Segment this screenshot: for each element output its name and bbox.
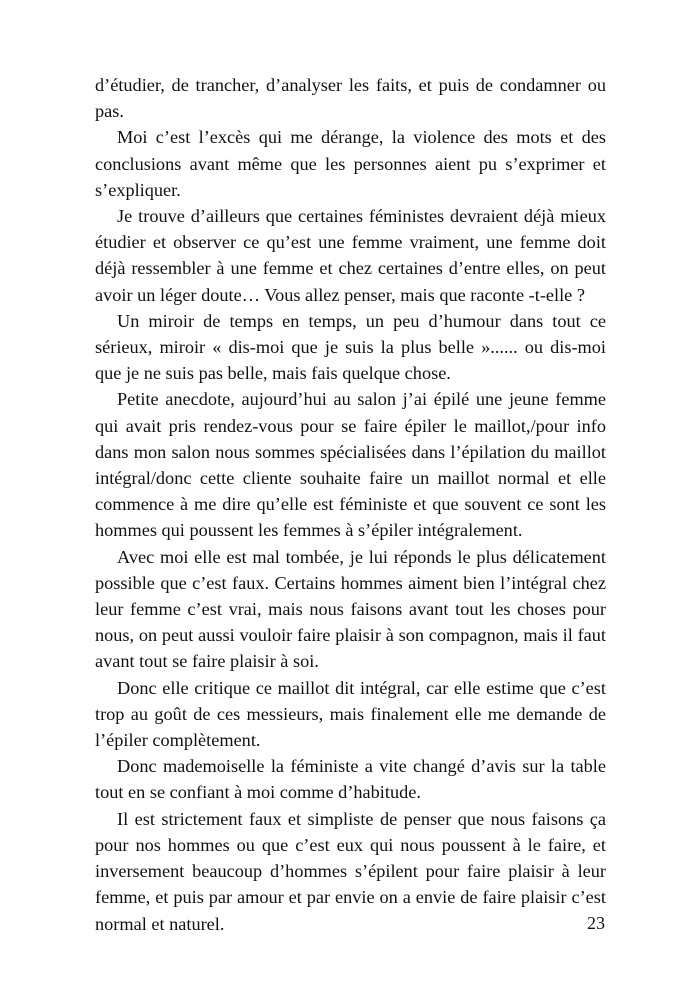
page-body xyxy=(95,72,606,937)
paragraph-1: d’étudier, de trancher, d’analyser les faits, et puis de condamner ou pas. xyxy=(95,75,606,122)
paragraph-6: Avec moi elle est mal tombée, je lui réponds le plus délicatement possible que c’est faux. Certains hommes aiment bien l’intégral chez leur femme c’est vrai, mais nous faisons avant tout les choses pour nous, on peut aussi vouloir faire plaisir à son compagnon, mais il faut avant tout se faire plaisir à soi. xyxy=(95,546,606,672)
paragraph-4: Un miroir de temps en temps, un peu d’humour dans tout ce sérieux, miroir « dis-moi que je suis la plus belle »...... ou dis-moi que je ne suis pas belle, mais fais quelque chose. xyxy=(95,310,606,384)
paragraph-2: Moi c’est l’excès qui me dérange, la violence des mots et des conclusions avant même que les personnes aient pu s’exprimer et s’expliquer. xyxy=(95,127,606,200)
paragraph-9: Il est strictement faux et simpliste de penser que nous faisons ça pour nos hommes ou que c’est eux qui nous poussent à le faire, et inversement beaucoup d’hommes s’épilent pour faire plaisir à leur femme, et puis par amour et par envie on a envie de faire plaisir c’est normal et naturel. xyxy=(95,808,606,934)
paragraph-3: Je trouve d’ailleurs que certaines féministes devraient déjà mieux étudier et observer ce qu’est une femme vraiment, une femme doit déjà ressembler à une femme et chez certaines d’entre elles, on peut avoir un léger doute… Vous allez penser, mais que raconte -t-elle ? xyxy=(95,206,606,305)
paragraph-5: Petite anecdote, aujourd’hui au salon j’ai épilé une jeune femme qui avait pris rendez-vous pour se faire épiler le maillot,/pour info dans mon salon nous sommes spécialisées dans l’épilation du maillot intégral/donc cette cliente souhaite faire un maillot normal et elle commence à me dire qu’elle est féministe et que souvent ce sont les hommes qui poussent les femmes à s’épiler intégralement. xyxy=(95,389,606,541)
page-number: 23 xyxy=(587,913,605,933)
paragraph-7: Donc elle critique ce maillot dit intégral, car elle estime que c’est trop au goût de ces messieurs, mais finalement elle me demande de l’épiler complètement. xyxy=(95,677,606,751)
paragraph-8: Donc mademoiselle la féministe a vite changé d’avis sur la table tout en se confiant à moi comme d’habitude. xyxy=(95,756,606,803)
